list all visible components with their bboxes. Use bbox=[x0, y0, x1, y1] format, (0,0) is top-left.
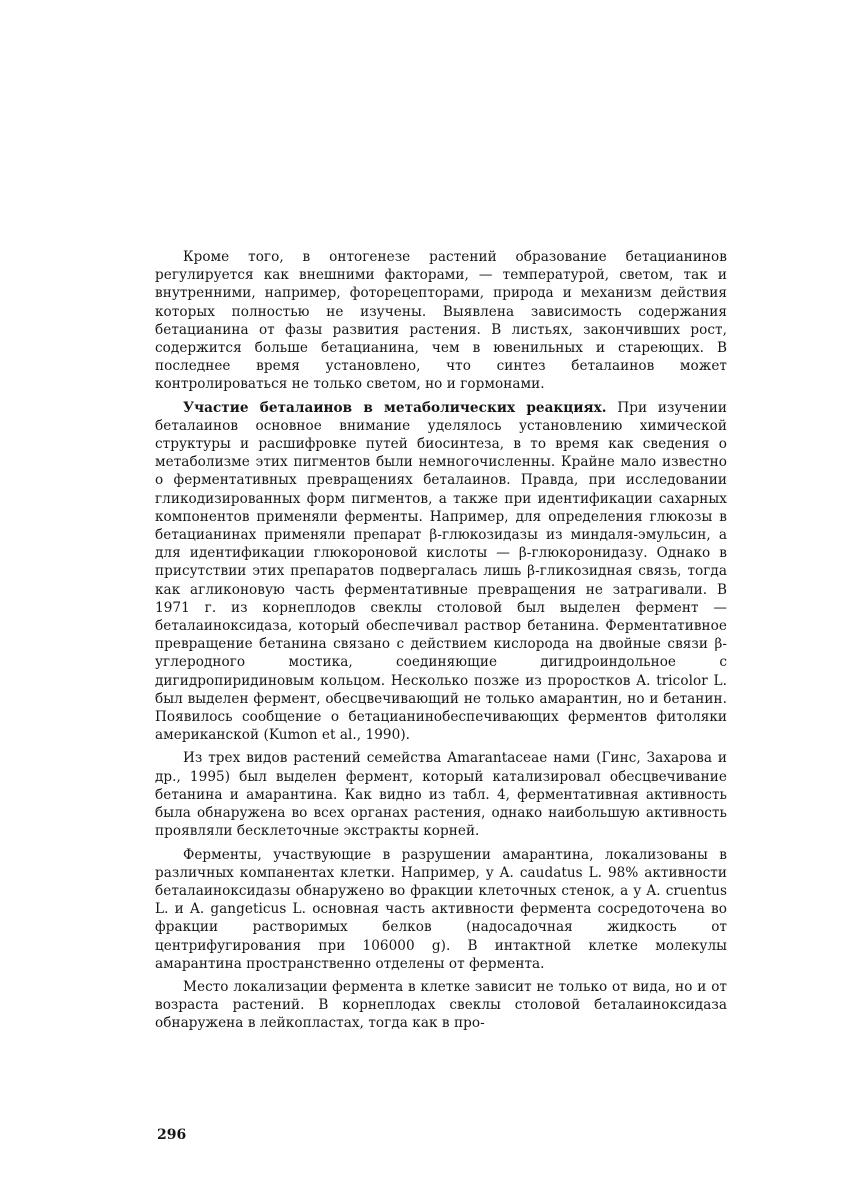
paragraph-text: Из трех видов растений семейства Amarantaceae нами (Гинс, Захарова и др., 1995) был выделен фермент, который катализировал обесцвечивание бетанина и амарантина. Как видно из табл. 4, ферментативная активность была обнаружена во всех органах растения, однако наибольшую активность проявляли бесклеточные экстракты корней. bbox=[155, 750, 727, 840]
paragraph-amarantaceae bbox=[155, 749, 727, 840]
paragraph-text: При изучении беталаинов основное внимание уделялось установлению химической структуры и расшифровке путей биосинтеза, в то время как сведения о метаболизме этих пигментов были немногочисленны. Крайне мало известно о ферментативных превращениях беталаинов. Правда, при исследовании гликодизированных форм пигментов, а также при идентификации сахарных компонентов применяли ферменты. Например, для определения глюкозы в бетацианинах применяли препарат β-глюкозидазы из миндаля-эмульсин, а для идентификации глюкороновой кислоты — β-глюкоронидазу. Однако в присутствии этих препаратов подвергалась лишь β-гликозидная связь, тогда как агликоновую часть ферментативные превращения не затрагивали. В 1971 г. из корнеплодов свеклы столовой был выделен фермент — беталаиноксидаза, который обеспечивал раствор бетанина. Ферментативное превращение бетанина связано с действием кислорода на двойные связи β-углеродного мостика, соединяющие дигидроиндольное с дигидропиридиновым кольцом. Несколько позже из проростков A. tricolor L. был выделен фермент, обесцвечивающий не только амарантин, но и бетанин. Появилось сообщение о бетацианинобеспечивающих ферментов фитоляки американской (Kumon et al., 1990). bbox=[155, 399, 727, 744]
paragraph-metabolic-reactions bbox=[155, 399, 727, 745]
page-number: 296 bbox=[157, 1127, 187, 1143]
paragraph-localization-age bbox=[155, 978, 727, 1033]
paragraph-text: Ферменты, участвующие в разрушении амарантина, локализованы в различных компанентах клетки. Например, у A. caudatus L. 98% активности беталаиноксидазы обнаружено во фракции клеточных стенок, а у A. cruentus L. и A. gangeticus L. основная часть активности фермента сосредоточена во фракции растворимых белков (надосадочная жидкость от центрифугирования при 106000 g). В интактной клетке молекулы амарантина пространственно отделены от фермента. bbox=[155, 846, 727, 972]
paragraph-ontogenesis bbox=[155, 248, 727, 394]
paragraph-enzyme-localization bbox=[155, 846, 727, 973]
page-body bbox=[155, 248, 727, 1033]
section-run-in-heading: Участие беталаинов в метаболических реакциях. bbox=[183, 399, 607, 416]
paragraph-text: Кроме того, в онтогенезе растений образование бетацианинов регулируется как внешними факторами, — температурой, светом, так и внутренними, например, фоторецепторами, природа и механизм действия которых полностью не изучены. Выявлена зависимость содержания бетацианина от фазы развития растения. В листьях, закончивших рост, содержится больше бетацианина, чем в ювенильных и стареющих. В последнее время установлено, что синтез беталаинов может контролироваться не только светом, но и гормонами. bbox=[155, 249, 727, 393]
paragraph-text: Место локализации фермента в клетке зависит не только от вида, но и от возраста растений. В корнеплодах свеклы столовой беталаиноксидаза обнаружена в лейкопластах, тогда как в про- bbox=[155, 978, 727, 1032]
